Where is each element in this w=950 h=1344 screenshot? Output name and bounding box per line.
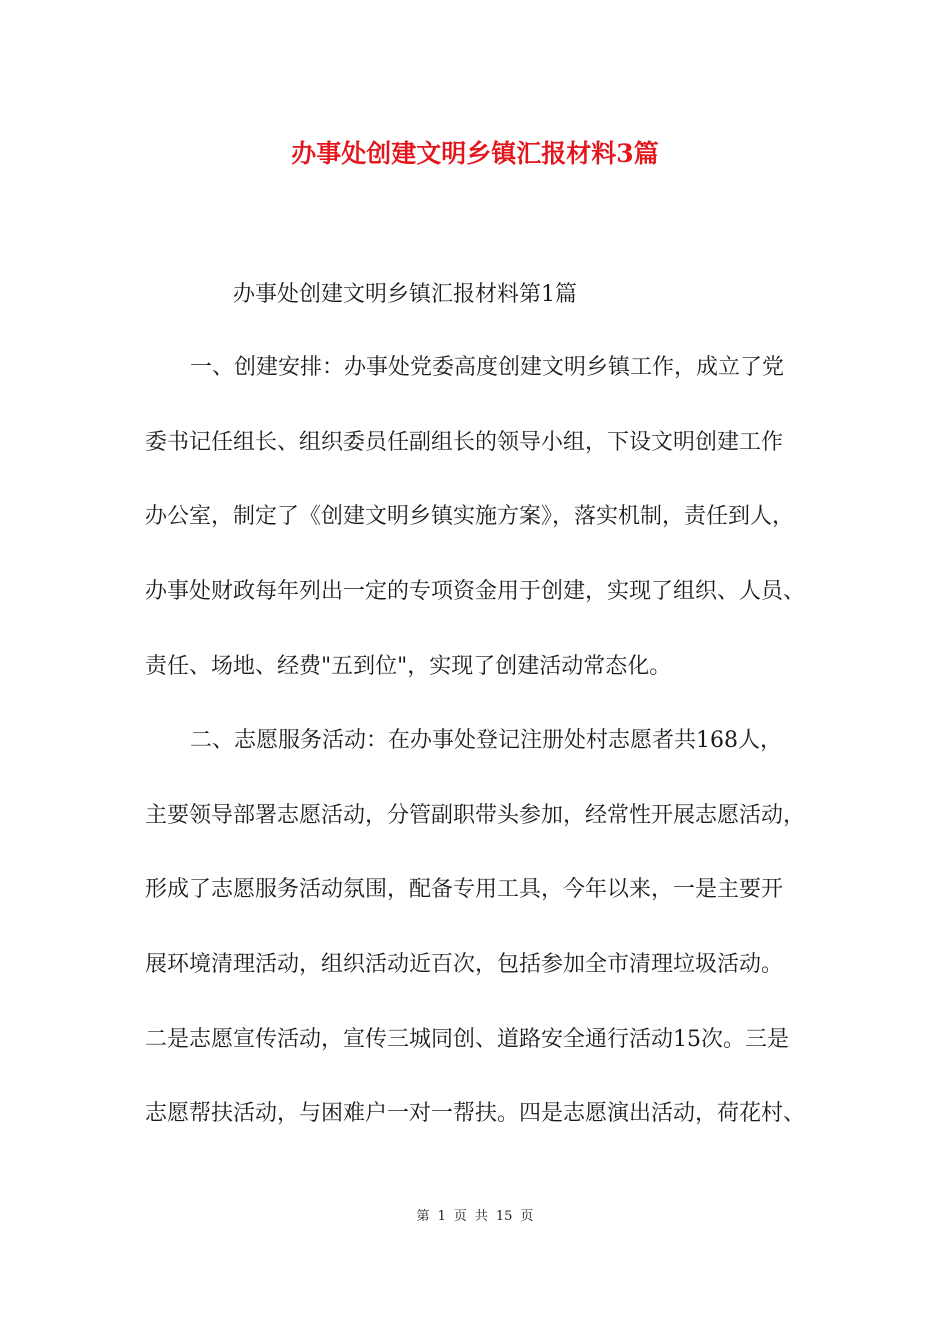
paragraph-line: 委书记任组长、组织委员任副组长的领导小组，下设文明创建工作 [145,430,784,455]
paragraph-line: 责任、场地、经费"五到位"，实现了创建活动常态化。 [145,654,672,679]
paragraph-line: 一、创建安排：办事处党委高度创建文明乡镇工作，成立了党 [190,355,785,380]
total-label: 页 [520,1209,534,1224]
paragraph-line: 二、志愿服务活动：在办事处登记注册处村志愿者共168人， [190,728,782,753]
page-current: 1 [437,1209,446,1224]
paragraph-line: 形成了志愿服务活动氛围，配备专用工具，今年以来，一是主要开 [145,877,784,902]
document-title: 办事处创建文明乡镇汇报材料3篇 [291,139,659,168]
page-label: 页 [453,1209,467,1224]
section-subtitle: 办事处创建文明乡镇汇报材料第1篇 [233,282,577,307]
page-footer [0,1208,950,1226]
paragraph-line: 办事处财政每年列出一定的专项资金用于创建，实现了组织、人员、 [145,579,806,604]
paragraph-line: 展环境清理活动，组织活动近百次，包括参加全市清理垃圾活动。 [145,952,784,977]
paragraph-line: 办公室，制定了《创建文明乡镇实施方案》，落实机制，责任到人， [145,504,795,529]
paragraph-line: 主要领导部署志愿活动，分管副职带头参加，经常性开展志愿活动， [145,803,806,828]
page-prefix: 第 [416,1209,430,1224]
paragraph-line: 二是志愿宣传活动，宣传三城同创、道路安全通行活动15次。三是 [145,1027,789,1052]
paragraph-line: 志愿帮扶活动，与困难户一对一帮扶。四是志愿演出活动，荷花村、 [145,1101,806,1126]
page-total: 15 [495,1209,513,1224]
total-prefix: 共 [474,1209,488,1224]
